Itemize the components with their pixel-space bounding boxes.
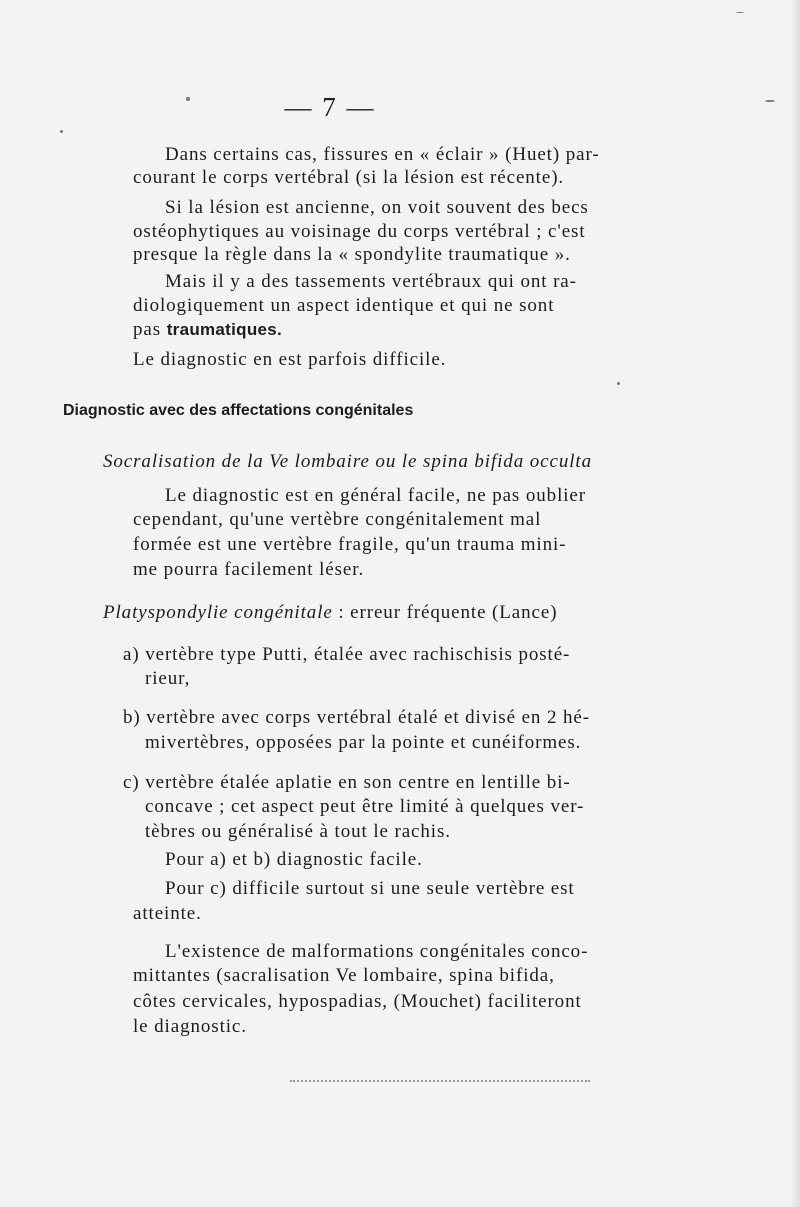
heading-rest: : erreur fréquente (Lance) bbox=[332, 602, 558, 623]
list-item-c: c) vertèbre étalée aplatie en son centre en lentille bi- bbox=[123, 772, 571, 793]
scan-speck bbox=[736, 12, 744, 13]
section-title: Diagnostic avec des affectations congénitales bbox=[63, 402, 414, 419]
list-item-b: b) vertèbre avec corps vertébral étalé et divisé en 2 hé- bbox=[123, 707, 590, 728]
bold-word: traumatiques. bbox=[166, 320, 283, 339]
list-item-a: a) vertèbre type Putti, étalée avec rachischisis posté- bbox=[123, 644, 571, 665]
list-item-c-cont: tèbres ou généralisé à tout le rachis. bbox=[145, 821, 451, 842]
text-fragment: pas bbox=[133, 319, 167, 340]
text-line: atteinte. bbox=[133, 903, 202, 924]
text-line: courant le corps vertébral (si la lésion est récente). bbox=[133, 167, 565, 188]
page-number: — 7 — bbox=[284, 92, 376, 122]
text-line: formée est une vertèbre fragile, qu'un trauma mini- bbox=[133, 534, 567, 555]
text-line: diologiquement un aspect identique et qui ne sont bbox=[133, 295, 555, 316]
scan-speck bbox=[617, 382, 620, 385]
text-line: L'existence de malformations congénitales conco- bbox=[165, 941, 589, 962]
list-item-b-cont: mivertèbres, opposées par la pointe et cunéiformes. bbox=[145, 732, 582, 753]
text-line: Le diagnostic en est parfois difficile. bbox=[133, 349, 447, 370]
text-line: ostéophytiques au voisinage du corps vertébral ; c'est bbox=[133, 221, 586, 242]
list-item-c-cont: concave ; cet aspect peut être limité à quelques ver- bbox=[145, 796, 585, 817]
list-item-a-cont: rieur, bbox=[145, 668, 191, 689]
scan-speck bbox=[765, 100, 775, 102]
text-line: me pourra facilement léser. bbox=[133, 559, 365, 580]
text-line: presque la règle dans la « spondylite traumatique ». bbox=[133, 244, 571, 265]
text-line: Si la lésion est ancienne, on voit souvent des becs bbox=[165, 197, 589, 218]
text-line: Mais il y a des tassements vertébraux qui ont ra- bbox=[165, 271, 577, 292]
text-line: Dans certains cas, fissures en « éclair » (Huet) par- bbox=[165, 144, 600, 165]
scan-dots bbox=[290, 1080, 590, 1085]
text-line: cependant, qu'une vertèbre congénitalement mal bbox=[133, 509, 542, 530]
scan-speck bbox=[60, 130, 63, 133]
text-line bbox=[133, 318, 282, 342]
scan-edge-shadow bbox=[790, 0, 800, 1207]
text-line: mittantes (sacralisation Ve lombaire, spina bifida, bbox=[133, 965, 555, 986]
text-line: côtes cervicales, hypospadias, (Mouchet) faciliteront bbox=[133, 991, 582, 1012]
text-line: Pour a) et b) diagnostic facile. bbox=[165, 849, 423, 870]
subsection-heading: Socralisation de la Ve lombaire ou le spina bifida occulta bbox=[103, 451, 592, 472]
heading-italic: Platyspondylie congénitale bbox=[103, 602, 333, 623]
text-line: Le diagnostic est en général facile, ne pas oublier bbox=[165, 485, 586, 506]
text-line: Pour c) difficile surtout si une seule vertèbre est bbox=[165, 878, 575, 899]
text-line: le diagnostic. bbox=[133, 1016, 247, 1037]
subsection-heading bbox=[103, 601, 557, 625]
